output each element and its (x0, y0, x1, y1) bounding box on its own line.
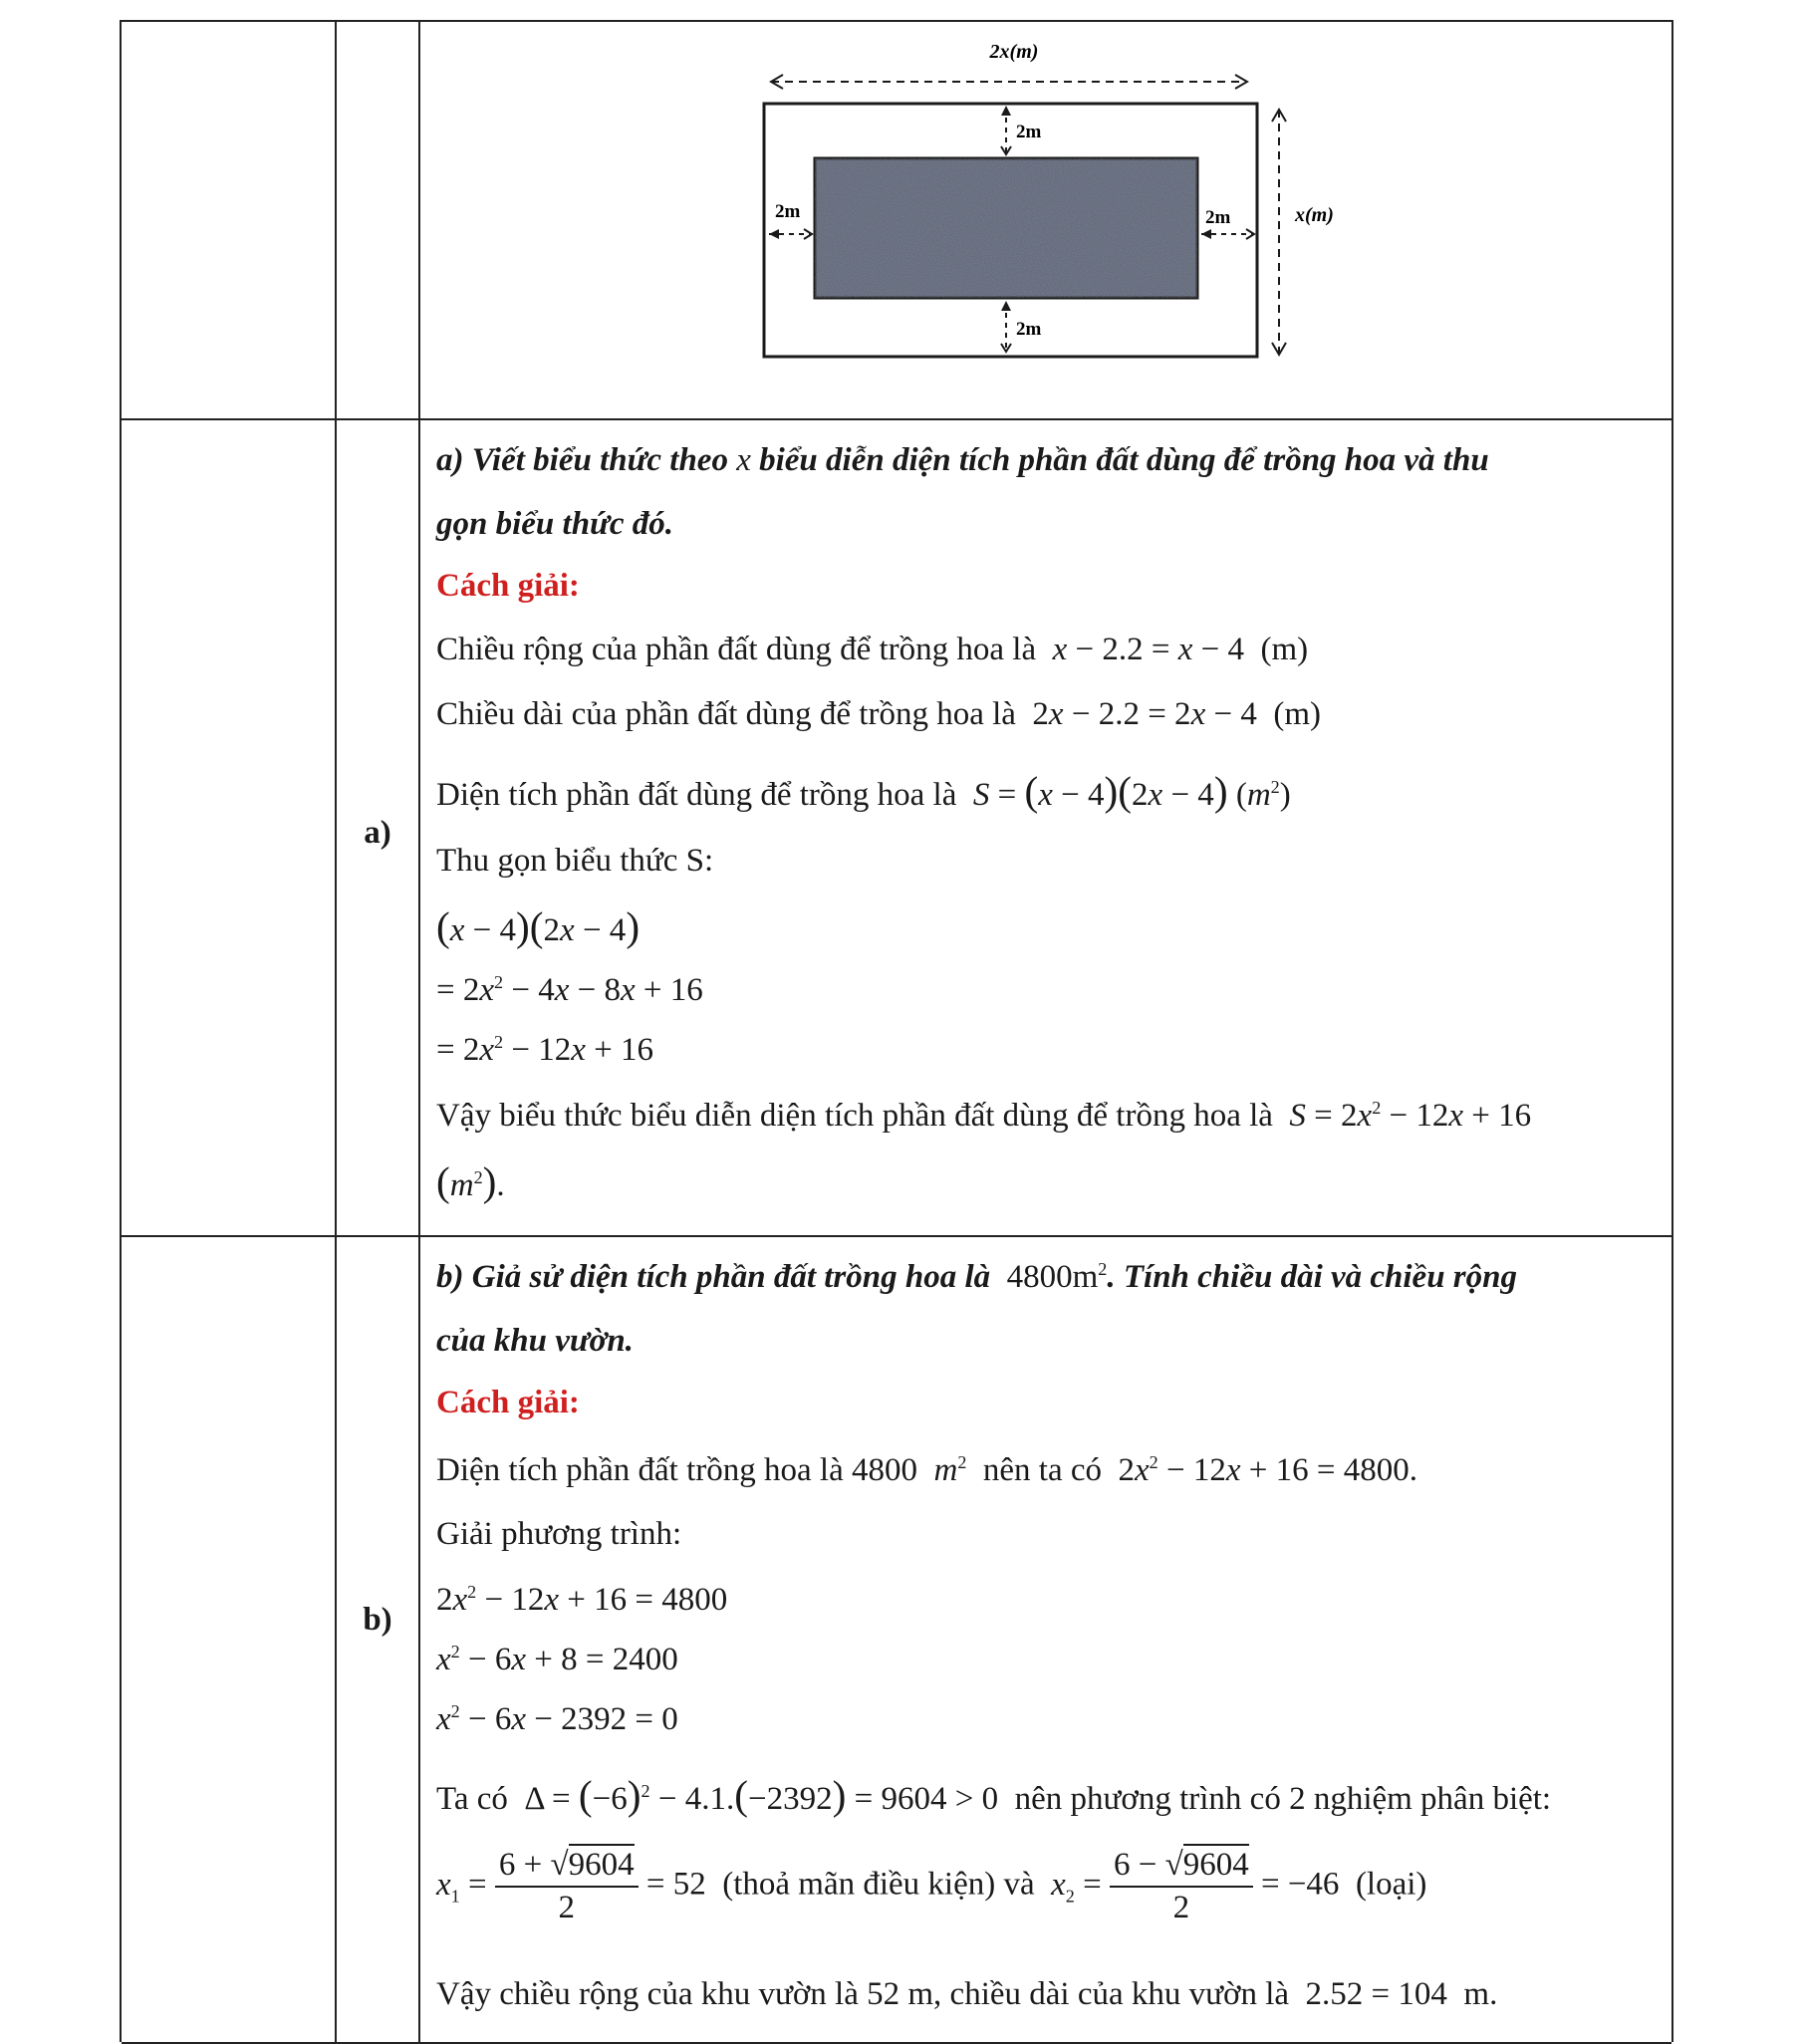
part-a-row (122, 420, 1671, 1237)
part-a-area-line: Diện tích phần đất dùng để trồng hoa là S = (x − 4)(2x − 4) $(m^2)$ (436, 768, 1291, 814)
part-b-roots-line: $x_1$ = $\frac{6 + √9604}{2}$ = 52 (thoả mãn điều kiện) và $x_2$ = $\frac{6 - √9604}{2}$ = −46 (loại) (436, 1847, 1426, 1926)
part-b-question-cont: của khu vườn. (436, 1323, 634, 1359)
part-a-length-line: Chiều dài của phần đất dùng để trồng hoa là 2x − 2.2 = 2x − 4 (m) (436, 696, 1321, 732)
part-b-area-line: Diện tích phần đất trồng hoa là 4800 $m^2$ nên ta có $2x^2 - 12x + 16 = 4800$. (436, 1452, 1417, 1488)
part-a-width-line: Chiều rộng của phần đất dùng để trồng hoa là x − 2.2 = x − 4 (m) (436, 632, 1309, 667)
part-b-question: b) Giả sử diện tích phần đất trồng hoa là $4800m^2$. Tính chiều dài và chiều rộng (436, 1259, 1518, 1295)
right-margin-label: 2m (1205, 207, 1231, 228)
figure-row (122, 22, 1671, 420)
part-b-eq-1: $2x^2 - 12x + 16 = 4800$ (436, 1582, 728, 1618)
x1-fraction: $\frac{6 + √9604}{2}$ (495, 1847, 639, 1926)
garden-figure (420, 22, 1671, 418)
top-margin-label: 2m (1016, 122, 1042, 142)
part-b-delta-line: Ta có $\Delta = (-6)^2 - 4.1.(-2392) = 9604 > 0$ nên phương trình có 2 nghiệm phân biệt: (436, 1772, 1552, 1818)
left-margin-label: 2m (775, 201, 801, 222)
part-b-eq-3: $x^2 - 6x - 2392 = 0$ (436, 1701, 678, 1737)
part-a-step-1: (x − 4)(2x − 4) (436, 903, 641, 949)
solution-table (120, 20, 1673, 2042)
part-b-eq-2: $x^2 - 6x + 8 = 2400$ (436, 1642, 678, 1677)
x2-fraction: $\frac{6 - √9604}{2}$ (1110, 1847, 1253, 1926)
part-b-solve-heading: Giải phương trình: (436, 1516, 682, 1552)
part-a-method-heading: Cách giải: (436, 568, 580, 604)
part-a-label: a) (364, 815, 391, 851)
part-b-conclusion: Vậy chiều rộng của khu vườn là 52 m, chiều dài của khu vườn là 2.52 = 104 m. (436, 1976, 1498, 2012)
part-a-question-cont: gọn biểu thức đó. (436, 506, 673, 542)
part-a-simplify-heading: Thu gọn biểu thức S: (436, 843, 714, 879)
part-a-question: a) Viết biểu thức theo x biểu diễn diện tích phần đất dùng để trồng hoa và thu (436, 442, 1489, 478)
right-dimension-label: x(m) (1295, 204, 1334, 226)
part-b-method-heading: Cách giải: (436, 1385, 580, 1420)
part-a-conclusion: Vậy biểu thức biểu diễn diện tích phần đất dùng để trồng hoa là $S = 2x^2 - 12x + 16$ (436, 1098, 1532, 1134)
bottom-margin-label: 2m (1016, 319, 1042, 340)
part-a-conclusion-unit: $(m^2)$. (436, 1158, 505, 1204)
part-b-row (122, 1237, 1671, 2044)
part-a-step-3: = $2x^2 - 12x + 16$ (436, 1032, 654, 1068)
part-b-label: b) (363, 1602, 392, 1638)
part-a-step-2: = $2x^2 - 4x - 8x + 16$ (436, 972, 703, 1008)
top-dimension-label: 2x(m) (989, 41, 1039, 63)
